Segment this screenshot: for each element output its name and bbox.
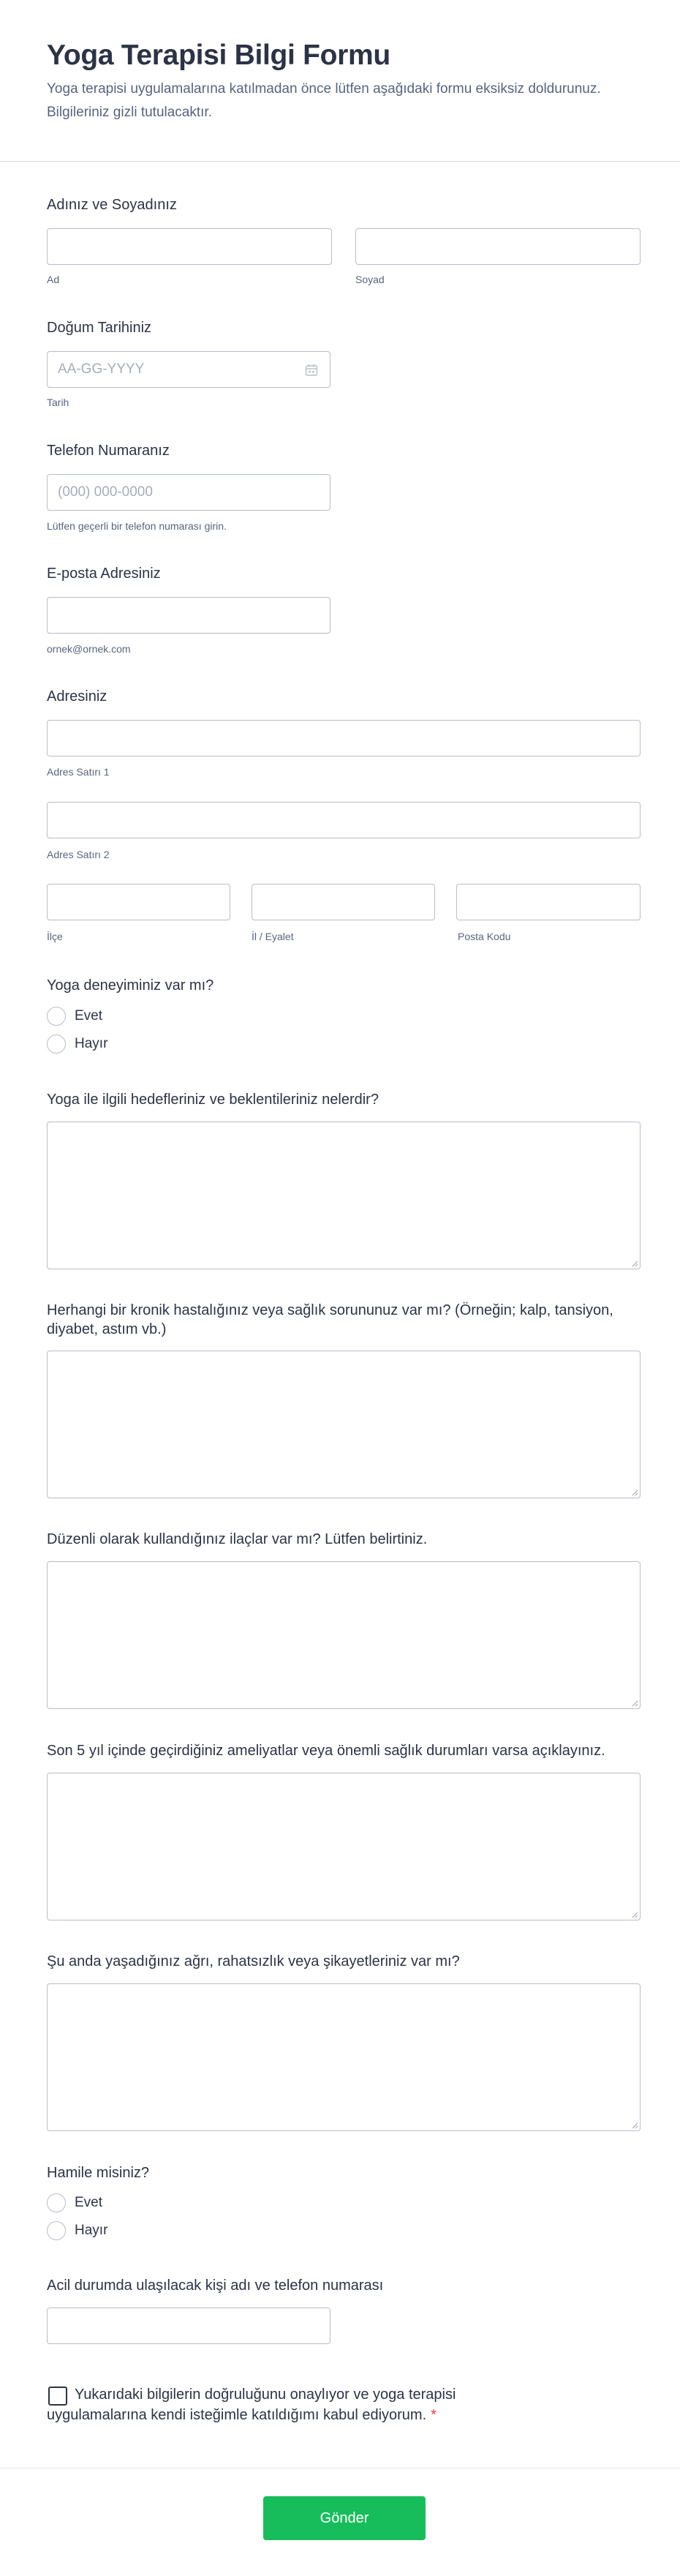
goals-textarea[interactable] <box>47 1122 641 1269</box>
birth-date-sublabel: Tarih <box>47 397 69 408</box>
form-footer <box>0 2468 680 2576</box>
radio-button[interactable] <box>47 2193 66 2212</box>
medications-field <box>47 1530 641 1549</box>
address-line1-sublabel: Adres Satırı 1 <box>47 766 110 778</box>
consent-label <box>47 2384 500 2425</box>
resize-grip-icon[interactable] <box>631 1260 638 1267</box>
address-line2-input[interactable] <box>47 802 641 838</box>
pregnant-label: Hamile misiniz? <box>47 2165 150 2181</box>
surgery-label: Son 5 yıl içinde geçirdiğiniz ameliyatlar veya önemli sağlık durumları varsa açıklayınız. <box>47 1743 605 1759</box>
pain-textarea[interactable] <box>47 1983 641 2131</box>
calendar-icon[interactable] <box>305 364 318 377</box>
radio-label: Hayır <box>75 1036 108 1051</box>
district-input[interactable] <box>47 884 230 920</box>
email-input[interactable] <box>47 597 330 634</box>
email-field <box>47 564 641 583</box>
chronic-label: Herhangi bir kronik hastalığınız veya sağlık sorununuz var mı? (Örneğin; kalp, tansiyon, diyabet, astım vb.) <box>47 1302 613 1337</box>
surgery-textarea[interactable] <box>47 1773 641 1920</box>
phone-sublabel: Lütfen geçerli bir telefon numarası girin. <box>47 520 227 532</box>
birth-date-label: Doğum Tarihiniz <box>47 320 152 336</box>
last-name-input[interactable] <box>355 228 641 265</box>
experience-label: Yoga deneyiminiz var mı? <box>47 977 214 994</box>
consent-text: Yukarıdaki bilgilerin doğruluğunu onaylıyor ve yoga terapisi uygulamalarına kendi isteğimle katıldığımı kabul ediyorum. <box>47 2387 456 2423</box>
pain-field <box>47 1952 641 1971</box>
experience-field <box>47 976 641 995</box>
chronic-field <box>47 1301 641 1339</box>
pain-label: Şu anda yaşadığınız ağrı, rahatsızlık veya şikayetleriniz var mı? <box>47 1953 460 1969</box>
email-label: E-posta Adresiniz <box>47 566 161 582</box>
resize-grip-icon[interactable] <box>631 2122 638 2129</box>
goals-field <box>47 1090 641 1109</box>
province-input[interactable] <box>252 884 435 920</box>
last-name-sublabel: Soyad <box>355 274 385 285</box>
first-name-sublabel: Ad <box>47 274 60 285</box>
radio-button[interactable] <box>47 1034 66 1054</box>
radio-button[interactable] <box>47 1007 66 1026</box>
surgery-field <box>47 1741 641 1760</box>
first-name-input[interactable] <box>47 228 332 265</box>
birth-date-field <box>47 318 641 337</box>
radio-label: Hayır <box>75 2223 108 2238</box>
name-field <box>47 195 641 214</box>
chronic-textarea[interactable] <box>47 1351 641 1498</box>
form-description: Yoga terapisi uygulamalarına katılmadan önce lütfen aşağıdaki formu eksiksiz doldurunuz. Bilgileriniz gizli tutulacaktır. <box>47 81 601 120</box>
radio-label: Evet <box>75 2195 103 2210</box>
resize-grip-icon[interactable] <box>631 1489 638 1496</box>
experience-option-no[interactable] <box>47 1034 107 1054</box>
radio-button[interactable] <box>47 2221 66 2240</box>
email-sublabel: ornek@ornek.com <box>47 643 131 655</box>
birth-date-input[interactable] <box>47 351 330 388</box>
resize-grip-icon[interactable] <box>631 1700 638 1707</box>
emergency-contact-input[interactable] <box>47 2307 330 2344</box>
address-label: Adresiniz <box>47 688 107 705</box>
zip-code-sublabel: Posta Kodu <box>458 931 511 942</box>
address-field <box>47 687 641 706</box>
experience-option-yes[interactable] <box>47 1007 102 1026</box>
pregnant-option-no[interactable] <box>47 2221 107 2240</box>
emergency-field <box>47 2276 641 2295</box>
form-title: Yoga Terapisi Bilgi Formu <box>47 40 390 71</box>
phone-input[interactable] <box>47 474 330 511</box>
phone-field <box>47 441 641 460</box>
name-label: Adınız ve Soyadınız <box>47 197 177 213</box>
radio-label: Evet <box>75 1008 103 1024</box>
pregnant-option-yes[interactable] <box>47 2193 102 2212</box>
goals-label: Yoga ile ilgili hedefleriniz ve beklentileriniz nelerdir? <box>47 1092 379 1108</box>
zip-code-input[interactable] <box>456 884 641 920</box>
medications-label: Düzenli olarak kullandığınız ilaçlar var mı? Lütfen belirtiniz. <box>47 1531 428 1547</box>
address-line1-input[interactable] <box>47 720 641 756</box>
phone-label: Telefon Numaranız <box>47 443 170 459</box>
medications-textarea[interactable] <box>47 1561 641 1709</box>
form-header <box>0 0 680 162</box>
province-sublabel: İl / Eyalet <box>252 931 294 942</box>
required-mark: * <box>431 2407 437 2423</box>
submit-button[interactable]: Gönder <box>263 2496 426 2540</box>
district-sublabel: İlçe <box>47 931 63 942</box>
pregnant-field <box>47 2163 641 2182</box>
address-line2-sublabel: Adres Satırı 2 <box>47 849 110 860</box>
resize-grip-icon[interactable] <box>631 1911 638 1918</box>
emergency-label: Acil durumda ulaşılacak kişi adı ve telefon numarası <box>47 2278 384 2294</box>
